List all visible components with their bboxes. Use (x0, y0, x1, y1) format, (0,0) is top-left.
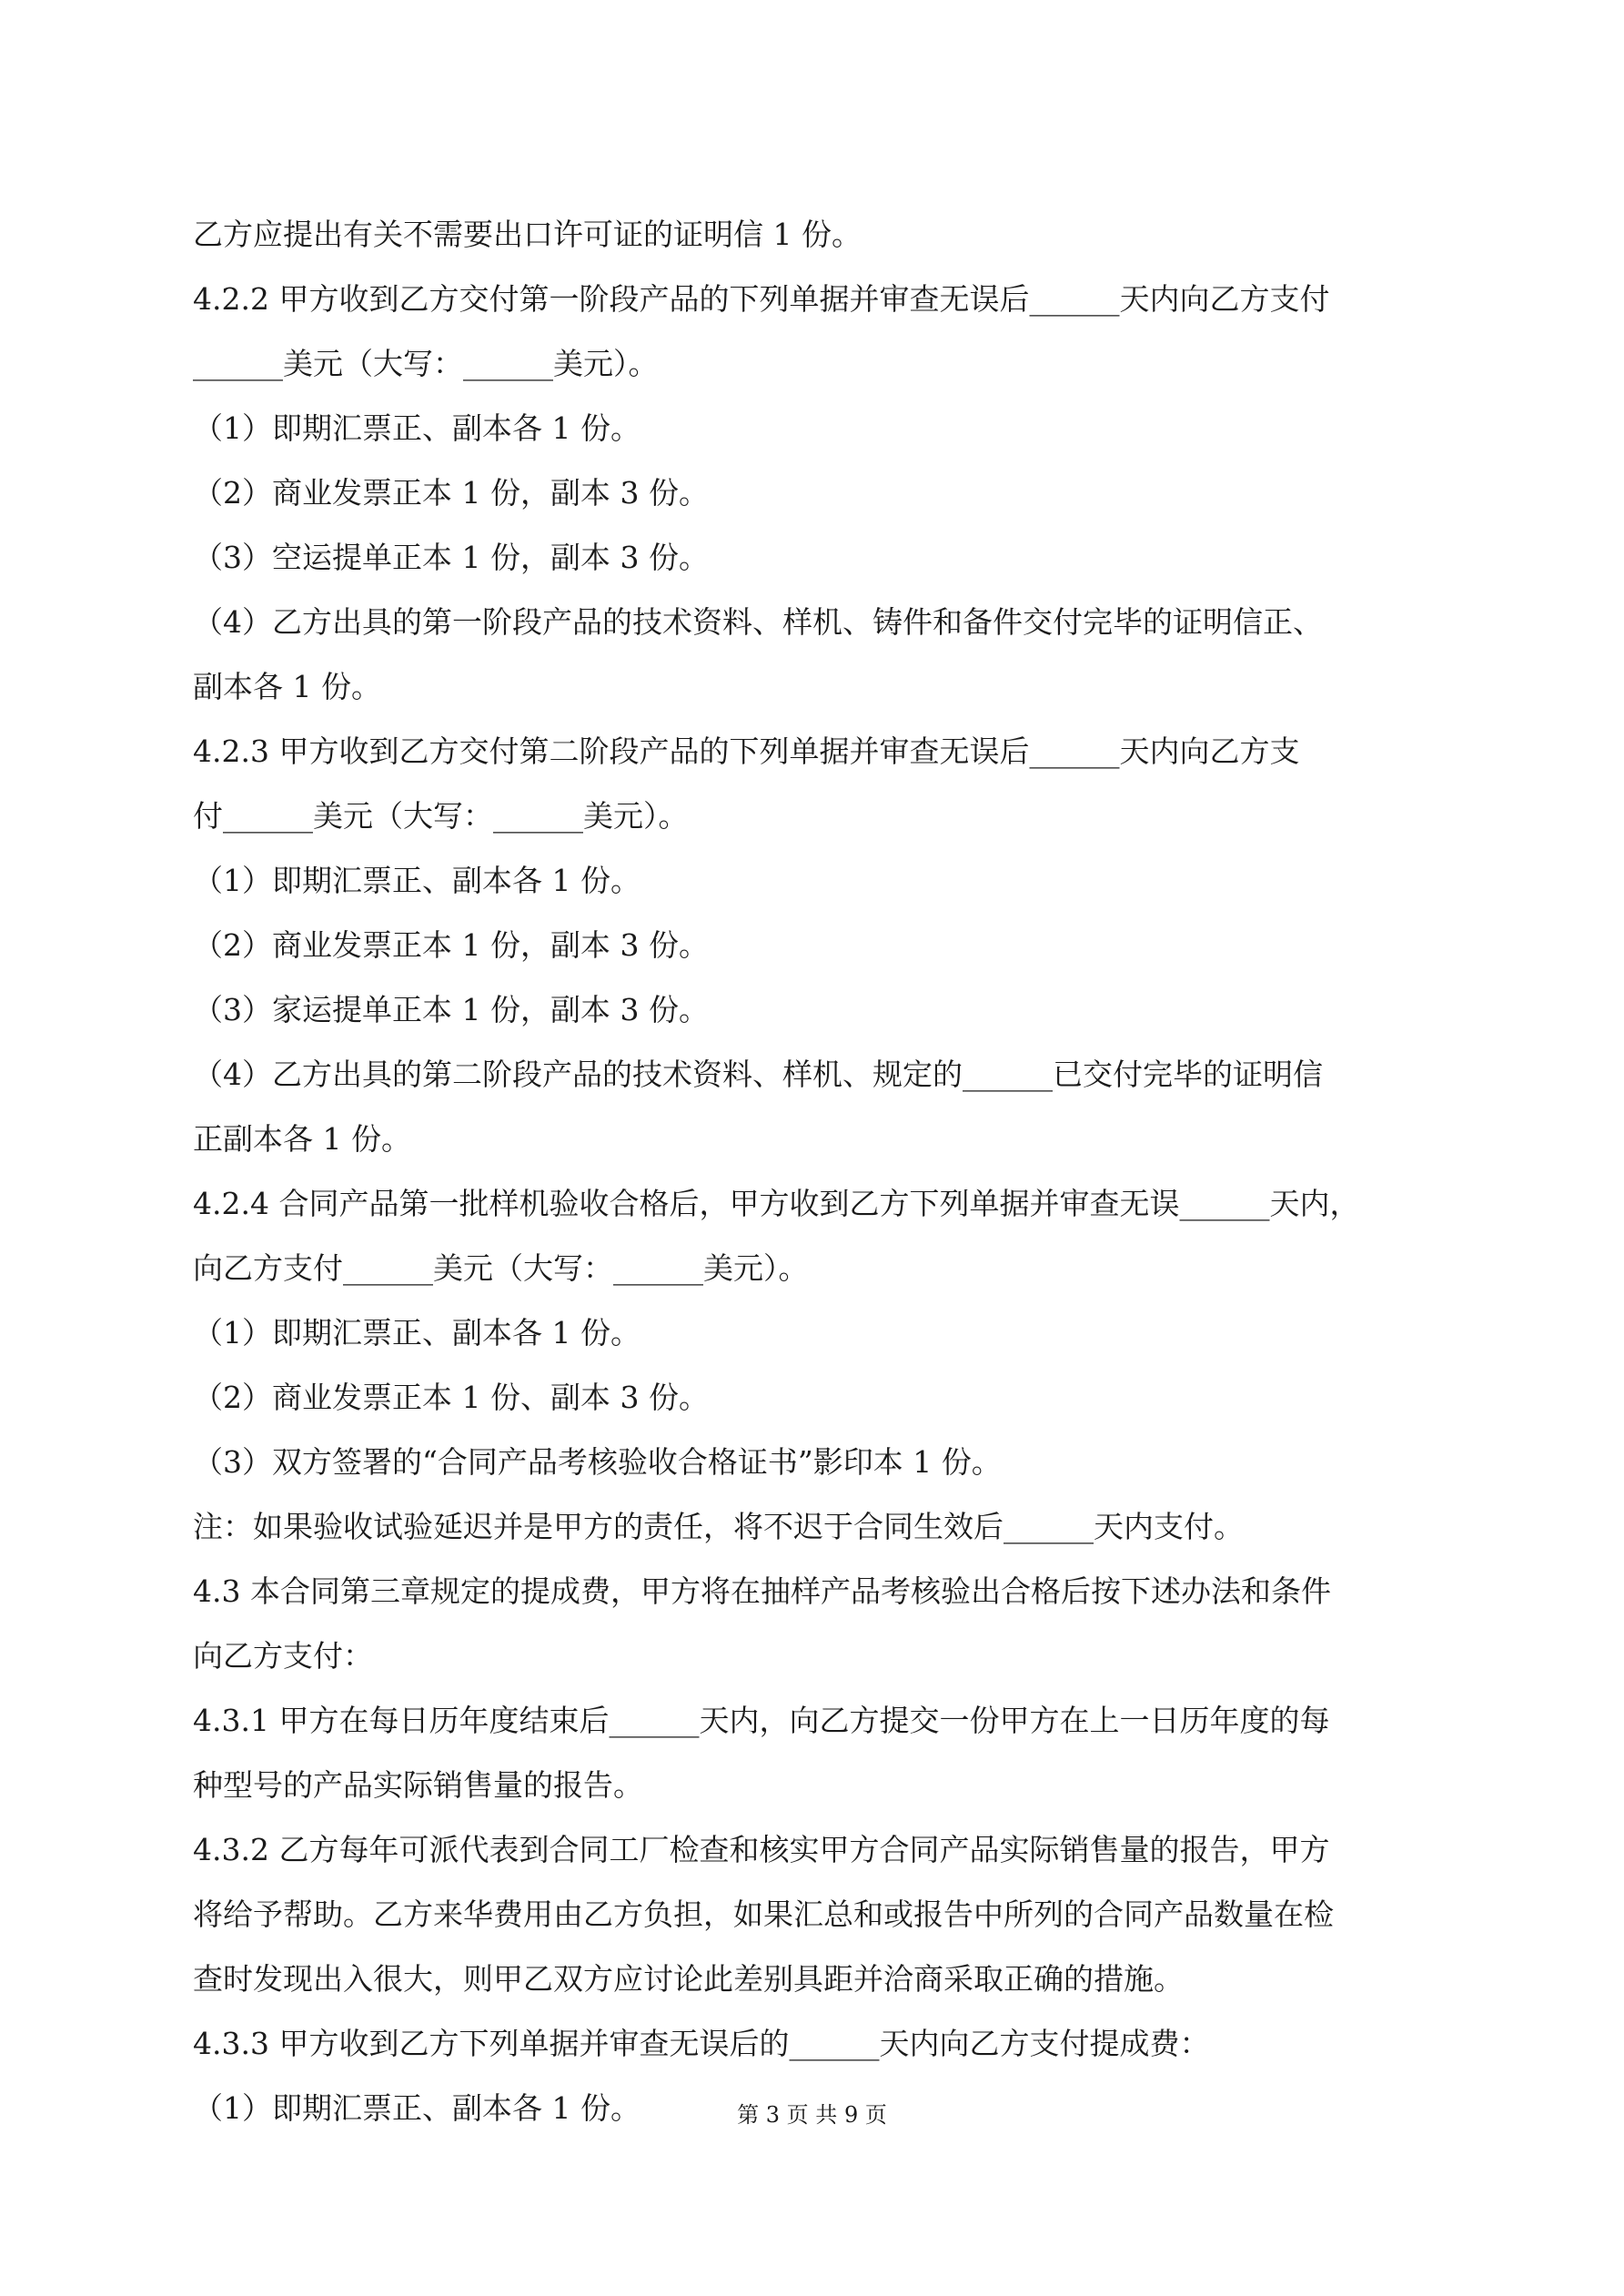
page-number-footer: 第 3 页 共 9 页 (737, 2102, 887, 2128)
text-line: （4）乙方出具的第一阶段产品的技术资料、样机、铸件和备件交付完毕的证明信正、 (193, 604, 1323, 640)
text-line: 注：如果验收试验延迟并是甲方的责任，将不迟于合同生效后______天内支付。 (193, 1509, 1244, 1544)
text-line: （2）商业发票正本 1 份，副本 3 份。 (193, 475, 709, 511)
text-line: （2）商业发票正本 1 份，副本 3 份。 (193, 927, 709, 963)
text-line: ______美元（大写：______美元）。 (193, 346, 659, 381)
text-line: 将给予帮助。乙方来华费用由乙方负担，如果汇总和或报告中所列的合同产品数量在检 (193, 1896, 1334, 1932)
text-line: （1）即期汇票正、副本各 1 份。 (193, 410, 641, 446)
text-line: 4.3.1 甲方在每日历年度结束后______天内，向乙方提交一份甲方在上一日历年度的每 (193, 1703, 1330, 1738)
text-line: 向乙方支付______美元（大写：______美元）。 (193, 1250, 809, 1286)
text-line: 4.2.2 甲方收到乙方交付第一阶段产品的下列单据并审查无误后______天内向乙方支付 (193, 281, 1330, 317)
text-line: （2）商业发票正本 1 份、副本 3 份。 (193, 1380, 709, 1415)
text-line: （1）即期汇票正、副本各 1 份。 (193, 863, 641, 898)
text-line: 4.2.3 甲方收到乙方交付第二阶段产品的下列单据并审查无误后______天内向乙方支 (193, 733, 1300, 769)
text-line: 4.3.3 甲方收到乙方下列单据并审查无误后的______天内向乙方支付提成费： (193, 2026, 1210, 2061)
text-line: （3）家运提单正本 1 份，副本 3 份。 (193, 992, 709, 1027)
text-line: 副本各 1 份。 (193, 669, 381, 704)
text-line: 向乙方支付： (193, 1638, 373, 1674)
text-line: 4.3 本合同第三章规定的提成费，甲方将在抽样产品考核验出合格后按下述办法和条件 (193, 1573, 1331, 1609)
text-line: 种型号的产品实际销售量的报告。 (193, 1767, 643, 1803)
text-line: 乙方应提出有关不需要出口许可证的证明信 1 份。 (193, 217, 862, 252)
document-body (193, 202, 1448, 2140)
text-line: （3）双方签署的“合同产品考核验收合格证书”影印本 1 份。 (193, 1444, 1002, 1480)
text-line: 4.2.4 合同产品第一批样机验收合格后，甲方收到乙方下列单据并审查无误______天内， (193, 1186, 1360, 1221)
text-line: （1）即期汇票正、副本各 1 份。 (193, 1315, 641, 1350)
text-line: （3）空运提单正本 1 份，副本 3 份。 (193, 540, 709, 575)
text-line: 查时发现出入很大，则甲乙双方应讨论此差别具距并洽商采取正确的措施。 (193, 1961, 1184, 1997)
text-line: 4.3.2 乙方每年可派代表到合同工厂检查和核实甲方合同产品实际销售量的报告，甲方 (193, 1832, 1330, 1867)
text-line: （4）乙方出具的第二阶段产品的技术资料、样机、规定的______已交付完毕的证明信 (193, 1057, 1323, 1092)
text-line: 付______美元（大写：______美元）。 (193, 798, 689, 834)
text-line: 正副本各 1 份。 (193, 1121, 411, 1157)
text-line: （1）即期汇票正、副本各 1 份。 (193, 2090, 641, 2126)
